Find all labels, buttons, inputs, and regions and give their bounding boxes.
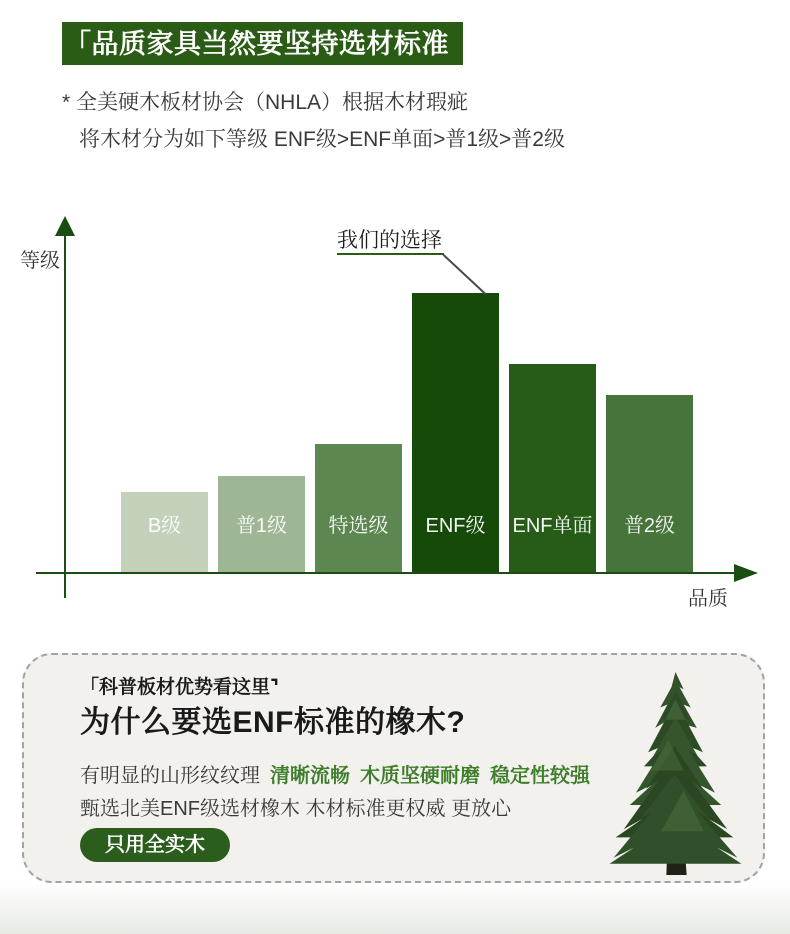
chart-bar <box>606 395 693 572</box>
chart-bar <box>412 293 499 572</box>
feature-highlight-2: 木质坚硬耐磨 <box>360 765 480 787</box>
chart-bar-label: ENF级 <box>425 515 486 537</box>
nhla-note-line1: * 全美硬木板材协会（NHLA）根据木材瑕疵 <box>62 91 469 114</box>
bottom-gradient <box>0 884 790 934</box>
x-axis-label: 品质 <box>688 588 728 610</box>
feature-prefix: 有明显的山形纹纹理 <box>80 765 260 787</box>
pine-tree-icon <box>587 669 765 877</box>
feature-highlight-3: 稳定性较强 <box>490 765 590 787</box>
x-axis-line <box>36 572 736 574</box>
section-title-banner: 「品质家具当然要坚持选材标准 <box>62 22 463 65</box>
y-axis-label: 等级 <box>20 250 60 272</box>
chart-bar-label: 普2级 <box>623 515 676 537</box>
chart-bar <box>509 364 596 572</box>
feature-line-1 <box>80 759 590 788</box>
chart-bar <box>121 492 208 572</box>
nhla-note-line2: 将木材分为如下等级 ENF级>ENF单面>普1级>普2级 <box>79 128 565 151</box>
chart-bar <box>315 444 402 572</box>
feature-highlight-1: 清晰流畅 <box>270 765 350 787</box>
chart-bar-label: 普1级 <box>235 515 288 537</box>
chart-bar-label: B级 <box>147 515 182 537</box>
solid-wood-badge: 只用全实木 <box>80 828 230 862</box>
panel-kicker: 「科普板材优势看这里⌝ <box>80 677 279 698</box>
panel-title: 为什么要选ENF标准的橡木? <box>80 706 466 739</box>
annotation-underline <box>337 253 444 255</box>
chart-bar-label: 特选级 <box>328 515 389 537</box>
chart-bar-label: ENF单面 <box>512 515 593 537</box>
chart-bar <box>218 476 305 572</box>
feature-line-2: 甄选北美ENF级选材橡木 木材标准更权威 更放心 <box>80 798 512 820</box>
info-panel <box>22 653 765 883</box>
annotation-label: 我们的选择 <box>337 229 442 252</box>
